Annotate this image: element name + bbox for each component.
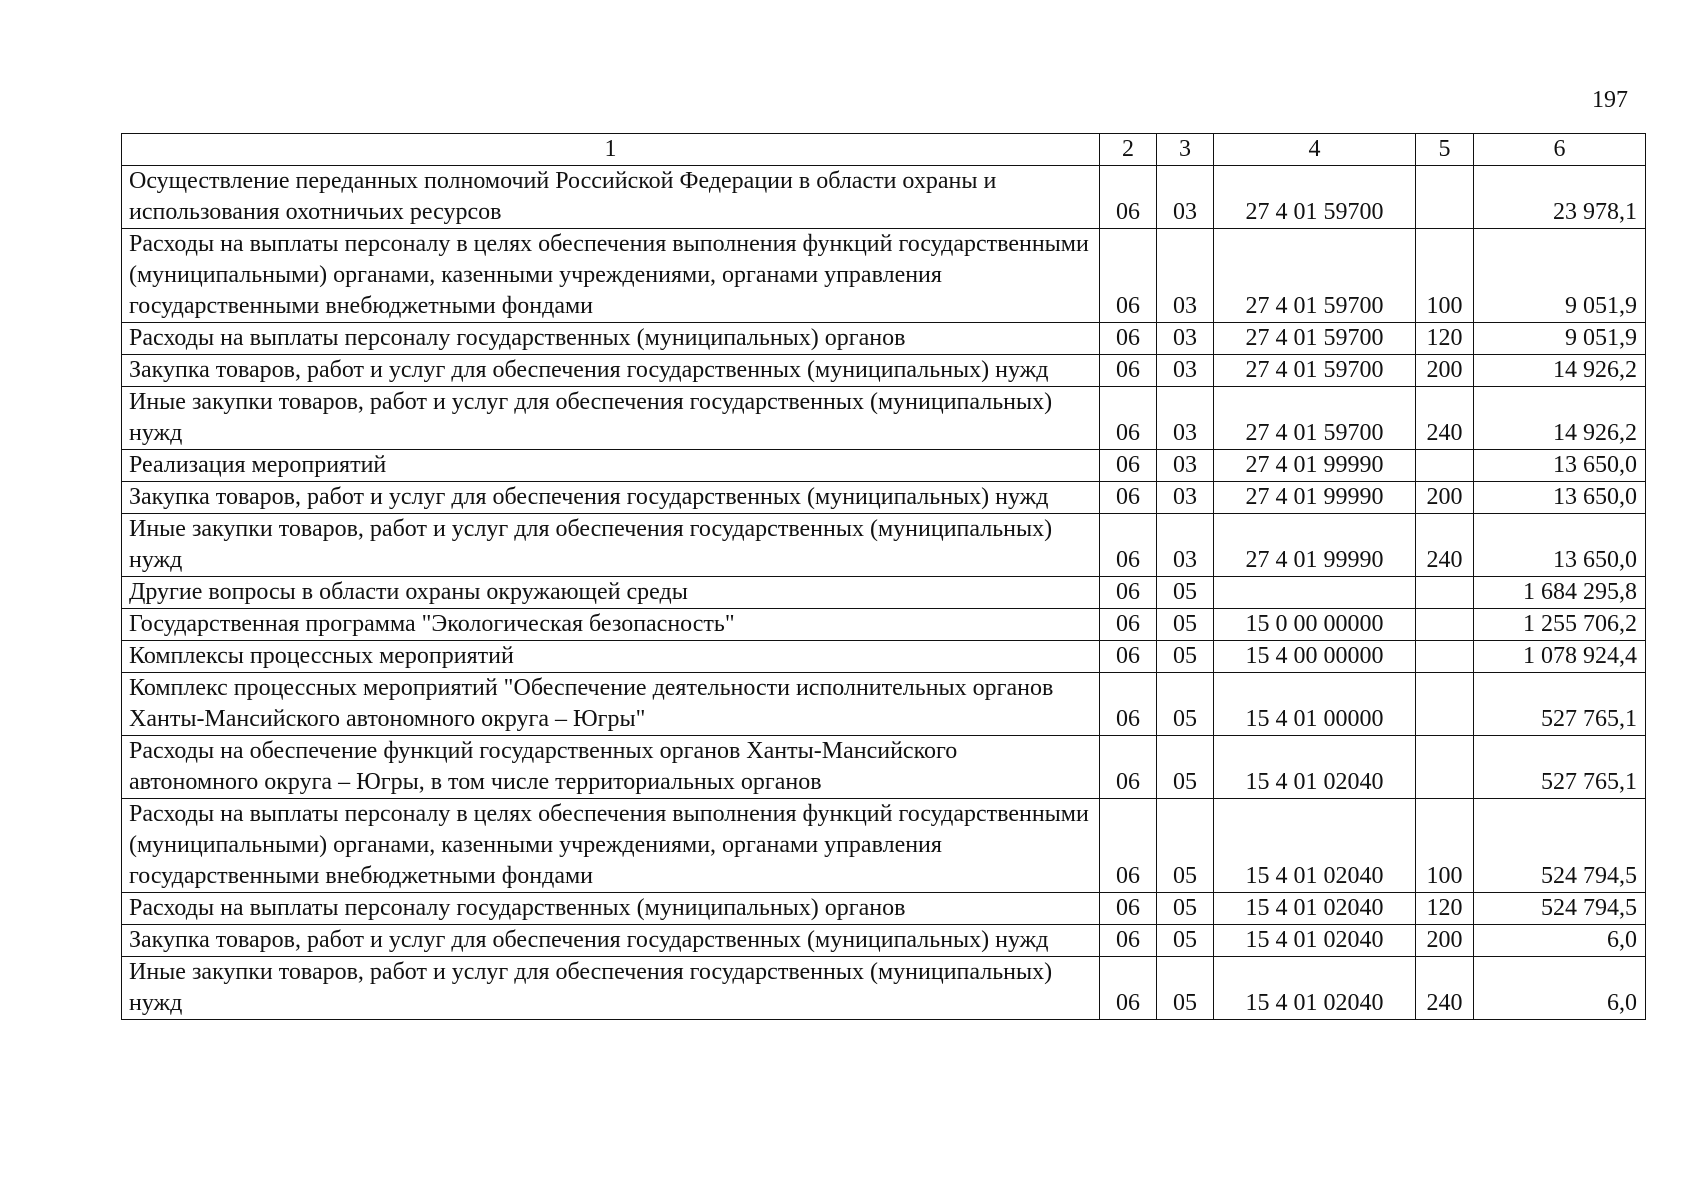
row-section-code: 06	[1100, 323, 1157, 355]
table-row	[122, 355, 1646, 387]
row-expense-type: 240	[1416, 514, 1474, 577]
row-amount: 1 684 295,8	[1474, 577, 1646, 609]
row-target-article	[1214, 577, 1416, 609]
row-section-code: 06	[1100, 799, 1157, 893]
table-row	[122, 609, 1646, 641]
row-target-article: 15 4 01 00000	[1214, 673, 1416, 736]
row-section-code: 06	[1100, 229, 1157, 323]
row-description: Иные закупки товаров, работ и услуг для обеспечения государственных (муниципальных) нужд	[122, 957, 1100, 1020]
row-description: Расходы на обеспечение функций государственных органов Ханты-Мансийского автономного округа – Югры, в том числе территориальных органов	[122, 736, 1100, 799]
row-target-article: 15 4 00 00000	[1214, 641, 1416, 673]
row-amount: 9 051,9	[1474, 229, 1646, 323]
row-target-article: 15 4 01 02040	[1214, 893, 1416, 925]
row-amount: 524 794,5	[1474, 893, 1646, 925]
table-row	[122, 799, 1646, 893]
table-row	[122, 229, 1646, 323]
header-cell-1: 1	[122, 134, 1100, 166]
row-target-article: 27 4 01 99990	[1214, 514, 1416, 577]
row-subsection-code: 03	[1157, 323, 1214, 355]
row-description: Другие вопросы в области охраны окружающей среды	[122, 577, 1100, 609]
row-subsection-code: 05	[1157, 577, 1214, 609]
header-cell-5: 5	[1416, 134, 1474, 166]
row-subsection-code: 03	[1157, 387, 1214, 450]
row-amount: 23 978,1	[1474, 166, 1646, 229]
row-target-article: 15 4 01 02040	[1214, 925, 1416, 957]
row-subsection-code: 05	[1157, 893, 1214, 925]
row-subsection-code: 03	[1157, 450, 1214, 482]
row-section-code: 06	[1100, 736, 1157, 799]
row-section-code: 06	[1100, 514, 1157, 577]
table-row	[122, 166, 1646, 229]
row-amount: 6,0	[1474, 925, 1646, 957]
row-description: Комплексы процессных мероприятий	[122, 641, 1100, 673]
row-target-article: 15 4 01 02040	[1214, 799, 1416, 893]
row-expense-type: 100	[1416, 229, 1474, 323]
row-description: Расходы на выплаты персоналу государственных (муниципальных) органов	[122, 323, 1100, 355]
table-row	[122, 387, 1646, 450]
row-subsection-code: 05	[1157, 673, 1214, 736]
row-description: Иные закупки товаров, работ и услуг для обеспечения государственных (муниципальных) нужд	[122, 387, 1100, 450]
row-section-code: 06	[1100, 893, 1157, 925]
row-target-article: 27 4 01 59700	[1214, 323, 1416, 355]
row-amount: 9 051,9	[1474, 323, 1646, 355]
row-amount: 524 794,5	[1474, 799, 1646, 893]
row-section-code: 06	[1100, 166, 1157, 229]
row-expense-type	[1416, 450, 1474, 482]
table-row	[122, 957, 1646, 1020]
row-expense-type	[1416, 166, 1474, 229]
row-amount: 527 765,1	[1474, 736, 1646, 799]
row-amount: 1 078 924,4	[1474, 641, 1646, 673]
row-expense-type: 240	[1416, 957, 1474, 1020]
row-expense-type: 120	[1416, 893, 1474, 925]
row-subsection-code: 05	[1157, 736, 1214, 799]
table-header	[122, 134, 1646, 166]
table-row	[122, 514, 1646, 577]
row-expense-type: 200	[1416, 925, 1474, 957]
row-target-article: 15 0 00 00000	[1214, 609, 1416, 641]
row-subsection-code: 03	[1157, 482, 1214, 514]
table-row	[122, 925, 1646, 957]
row-expense-type	[1416, 736, 1474, 799]
row-description: Расходы на выплаты персоналу в целях обеспечения выполнения функций государственными (муниципальными) органами, казенными учреждениями, органами управления государственными внебюджетными фондами	[122, 229, 1100, 323]
row-amount: 527 765,1	[1474, 673, 1646, 736]
row-amount: 14 926,2	[1474, 387, 1646, 450]
header-cell-3: 3	[1157, 134, 1214, 166]
row-expense-type: 240	[1416, 387, 1474, 450]
row-target-article: 27 4 01 99990	[1214, 482, 1416, 514]
table-row	[122, 641, 1646, 673]
row-description: Комплекс процессных мероприятий "Обеспечение деятельности исполнительных органов Ханты-Мансийского автономного округа – Югры"	[122, 673, 1100, 736]
row-subsection-code: 03	[1157, 166, 1214, 229]
row-subsection-code: 05	[1157, 799, 1214, 893]
row-expense-type	[1416, 609, 1474, 641]
row-description: Закупка товаров, работ и услуг для обеспечения государственных (муниципальных) нужд	[122, 925, 1100, 957]
row-description: Закупка товаров, работ и услуг для обеспечения государственных (муниципальных) нужд	[122, 355, 1100, 387]
header-cell-4: 4	[1214, 134, 1416, 166]
header-cell-6: 6	[1474, 134, 1646, 166]
row-target-article: 27 4 01 59700	[1214, 166, 1416, 229]
row-amount: 14 926,2	[1474, 355, 1646, 387]
row-subsection-code: 03	[1157, 355, 1214, 387]
row-subsection-code: 03	[1157, 229, 1214, 323]
row-section-code: 06	[1100, 482, 1157, 514]
row-subsection-code: 03	[1157, 514, 1214, 577]
row-expense-type	[1416, 673, 1474, 736]
row-section-code: 06	[1100, 957, 1157, 1020]
row-section-code: 06	[1100, 641, 1157, 673]
row-target-article: 15 4 01 02040	[1214, 736, 1416, 799]
row-section-code: 06	[1100, 387, 1157, 450]
row-expense-type: 120	[1416, 323, 1474, 355]
row-amount: 1 255 706,2	[1474, 609, 1646, 641]
header-row	[122, 134, 1646, 166]
row-expense-type	[1416, 577, 1474, 609]
row-section-code: 06	[1100, 925, 1157, 957]
table-row	[122, 673, 1646, 736]
row-section-code: 06	[1100, 673, 1157, 736]
row-description: Иные закупки товаров, работ и услуг для обеспечения государственных (муниципальных) нужд	[122, 514, 1100, 577]
row-target-article: 15 4 01 02040	[1214, 957, 1416, 1020]
row-description: Осуществление переданных полномочий Российской Федерации в области охраны и использования охотничьих ресурсов	[122, 166, 1100, 229]
header-cell-2: 2	[1100, 134, 1157, 166]
row-description: Расходы на выплаты персоналу в целях обеспечения выполнения функций государственными (муниципальными) органами, казенными учреждениями, органами управления государственными внебюджетными фондами	[122, 799, 1100, 893]
row-amount: 13 650,0	[1474, 450, 1646, 482]
row-expense-type: 200	[1416, 355, 1474, 387]
row-expense-type: 100	[1416, 799, 1474, 893]
row-description: Закупка товаров, работ и услуг для обеспечения государственных (муниципальных) нужд	[122, 482, 1100, 514]
table-row	[122, 736, 1646, 799]
row-description: Государственная программа "Экологическая безопасность"	[122, 609, 1100, 641]
row-amount: 13 650,0	[1474, 514, 1646, 577]
row-subsection-code: 05	[1157, 957, 1214, 1020]
row-section-code: 06	[1100, 609, 1157, 641]
row-description: Реализация мероприятий	[122, 450, 1100, 482]
row-section-code: 06	[1100, 450, 1157, 482]
row-target-article: 27 4 01 99990	[1214, 450, 1416, 482]
row-section-code: 06	[1100, 355, 1157, 387]
row-expense-type	[1416, 641, 1474, 673]
row-description: Расходы на выплаты персоналу государственных (муниципальных) органов	[122, 893, 1100, 925]
table-body	[122, 166, 1646, 1020]
row-subsection-code: 05	[1157, 641, 1214, 673]
row-section-code: 06	[1100, 577, 1157, 609]
row-target-article: 27 4 01 59700	[1214, 229, 1416, 323]
row-target-article: 27 4 01 59700	[1214, 387, 1416, 450]
row-expense-type: 200	[1416, 482, 1474, 514]
row-target-article: 27 4 01 59700	[1214, 355, 1416, 387]
table-row	[122, 577, 1646, 609]
row-subsection-code: 05	[1157, 925, 1214, 957]
row-subsection-code: 05	[1157, 609, 1214, 641]
budget-table	[121, 133, 1646, 1020]
table-row	[122, 482, 1646, 514]
table-row	[122, 323, 1646, 355]
page-number: 197	[1592, 87, 1628, 113]
table-row	[122, 450, 1646, 482]
table-row	[122, 893, 1646, 925]
row-amount: 13 650,0	[1474, 482, 1646, 514]
row-amount: 6,0	[1474, 957, 1646, 1020]
